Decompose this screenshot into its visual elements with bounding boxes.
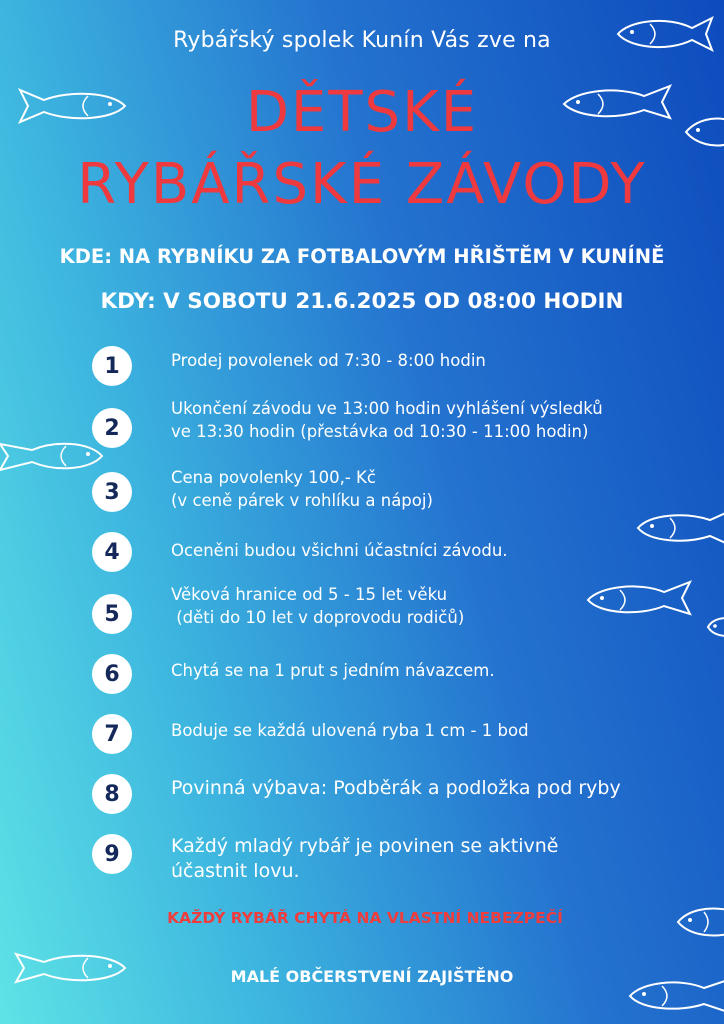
fish-icon <box>582 576 698 620</box>
item-text-continued: (děti do 10 let v doprovodu rodičů) <box>171 608 465 627</box>
list-item <box>92 832 559 882</box>
item-text: Boduje se každá ulovená ryba 1 cm - 1 bod <box>171 721 529 740</box>
number-badge: 1 <box>92 346 132 386</box>
item-text: Prodej povolenek od 7:30 - 8:00 hodin <box>171 351 486 370</box>
item-text-continued: účastnit lovu. <box>171 860 300 882</box>
list-item <box>92 712 529 756</box>
date-info: KDY: V SOBOTU 21.6.2025 OD 08:00 HODIN <box>100 289 624 314</box>
item-text: Věková hranice od 5 - 15 let věku <box>171 585 448 604</box>
title-line-2: RYBÁŘSKÉ ZÁVODY <box>77 152 647 217</box>
list-item <box>92 585 465 636</box>
list-item <box>92 772 621 816</box>
item-text: Chytá se na 1 prut s jedním návazcem. <box>171 661 495 680</box>
item-text: Povinná výbava: Podběrák a podložka pod ryby <box>171 777 621 799</box>
number-badge: 8 <box>92 774 132 814</box>
fish-icon <box>632 508 724 548</box>
refreshments-text: MALÉ OBČERSTVENÍ ZAJIŠTĚNO <box>230 967 514 986</box>
location-info: KDE: NA RYBNÍKU ZA FOTBALOVÝM HŘIŠTĚM V KUNÍNĚ <box>59 245 665 268</box>
item-text-continued: ve 13:30 hodin (přestávka od 10:30 - 11:00 hodin) <box>171 422 589 441</box>
item-text-continued: (v ceně párek v rohlíku a nápoj) <box>171 491 433 510</box>
list-item <box>92 530 508 574</box>
number-badge: 5 <box>92 594 132 634</box>
number-badge: 7 <box>92 714 132 754</box>
number-badge: 6 <box>92 654 132 694</box>
number-badge: 9 <box>92 834 132 874</box>
item-text: Každý mladý rybář je povinen se aktivně <box>171 835 559 857</box>
list-item <box>92 468 433 514</box>
invitation-text: Rybářský spolek Kunín Vás zve na <box>173 28 551 53</box>
warning-text: KAŽDÝ RYBÁŘ CHYTÁ NA VLASTNÍ NEBEZPEČÍ <box>167 909 563 927</box>
title-line-1: DĚTSKÉ <box>245 80 479 145</box>
number-badge: 3 <box>92 472 132 512</box>
list-item <box>92 399 603 450</box>
item-text: Cena povolenky 100,- Kč <box>171 468 376 487</box>
list-item <box>92 344 486 388</box>
item-text: Ukončení závodu ve 13:00 hodin vyhlášení výsledků <box>171 399 603 418</box>
number-badge: 2 <box>92 408 132 448</box>
list-item <box>92 652 495 696</box>
item-text: Oceněni budou všichni účastníci závodu. <box>171 541 508 560</box>
fish-icon <box>704 612 724 642</box>
number-badge: 4 <box>92 532 132 572</box>
